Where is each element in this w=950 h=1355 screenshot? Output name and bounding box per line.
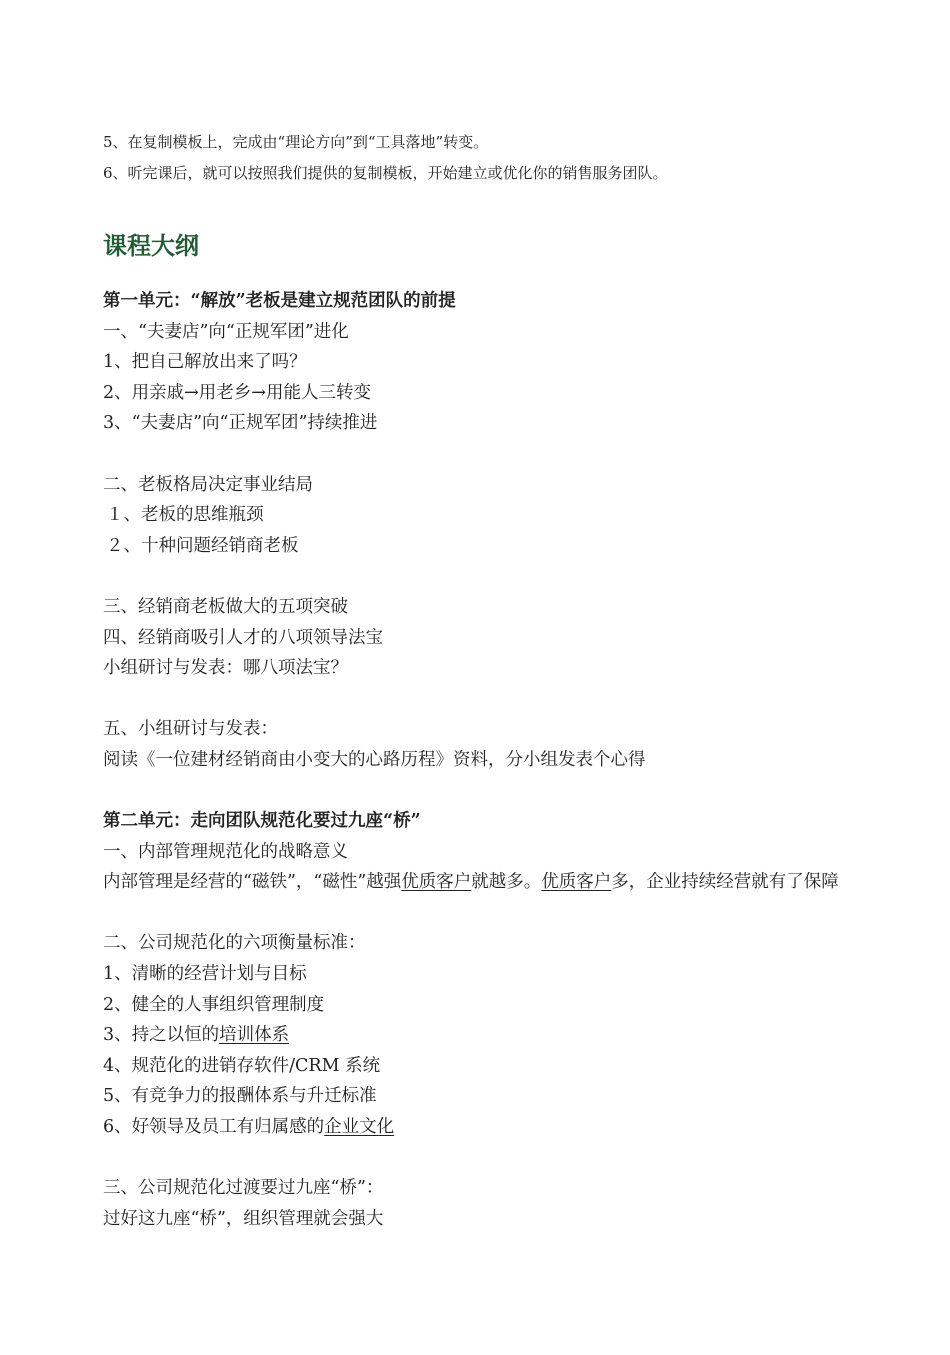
subsection-title: 五、小组研讨与发表：	[103, 719, 278, 740]
list-item	[103, 1112, 893, 1143]
paragraph	[103, 867, 893, 898]
spacer	[103, 684, 893, 715]
spacer	[103, 776, 893, 807]
training-system-link[interactable]: 培训体系	[219, 1025, 290, 1046]
corporate-culture-link[interactable]: 企业文化	[324, 1117, 395, 1138]
spacer	[103, 898, 893, 929]
list-item: 5、有竞争力的报酬体系与升迁标准	[103, 1086, 377, 1107]
subsection-title: 四、经销商吸引人才的八项领导法宝	[103, 627, 383, 648]
subsection-title: 一、“夫妻店”向“正规军团”进化	[103, 321, 349, 342]
subsection-title: 三、经销商老板做大的五项突破	[103, 596, 348, 617]
list-item: 1、把自己解放出来了吗？	[103, 352, 307, 373]
paragraph-text: 多，企业持续经营就有了保障	[611, 872, 839, 893]
list-item-text: 3、持之以恒的	[103, 1025, 220, 1046]
subsection-note: 过好这九座“桥”，组织管理就会强大	[103, 1208, 384, 1229]
subsection-title: 二、公司规范化的六项衡量标准：	[103, 933, 366, 954]
paragraph-text: 就越多。	[471, 872, 542, 893]
spacer	[103, 1143, 893, 1174]
subsection-title: 三、公司规范化过渡要过九座“桥”：	[103, 1178, 384, 1199]
list-item: 3、“夫妻店”向“正规军团”持续推进	[103, 413, 378, 434]
quality-customer-link[interactable]: 优质客户	[541, 872, 612, 893]
subsection-note: 小组研讨与发表：哪八项法宝？	[103, 658, 348, 679]
unit-title: 第二单元：走向团队规范化要过九座“桥”	[103, 811, 421, 832]
subsection-title: 一、内部管理规范化的战略意义	[103, 841, 348, 862]
list-item: 4、规范化的进销存软件/CRM 系统	[103, 1055, 381, 1076]
list-item-text: 6、好领导及员工有归属感的	[103, 1117, 325, 1138]
intro-item: 6、听完课后，就可以按照我们提供的复制模板，开始建立或优化你的销售服务团队。	[103, 163, 668, 182]
list-item: 2、用亲戚→用老乡→用能人三转变	[103, 382, 371, 403]
list-item: １、老板的思维瓶颈	[106, 505, 264, 526]
list-item: 2、健全的人事组织管理制度	[103, 994, 325, 1015]
list-item	[103, 1020, 893, 1051]
quality-customer-link[interactable]: 优质客户	[401, 872, 472, 893]
list-item: ２、十种问题经销商老板	[106, 535, 299, 556]
course-outline	[103, 286, 893, 1234]
unit-title: 第一单元：“解放”老板是建立规范团队的前提	[103, 291, 456, 311]
subsection-note: 阅读《一位建材经销商由小变大的心路历程》资料，分小组发表个心得	[103, 749, 646, 770]
spacer	[103, 439, 893, 470]
intro-item: 5、在复制模板上，完成由“理论方向”到“工具落地”转变。	[103, 133, 489, 151]
paragraph-text: 内部管理是经营的“磁铁”，“磁性”越强	[103, 872, 402, 893]
spacer	[103, 561, 893, 592]
subsection-title: 二、老板格局决定事业结局	[103, 474, 313, 495]
section-heading: 课程大纲	[103, 232, 199, 260]
intro-list	[103, 127, 668, 188]
list-item: 1、清晰的经营计划与目标	[103, 964, 307, 985]
